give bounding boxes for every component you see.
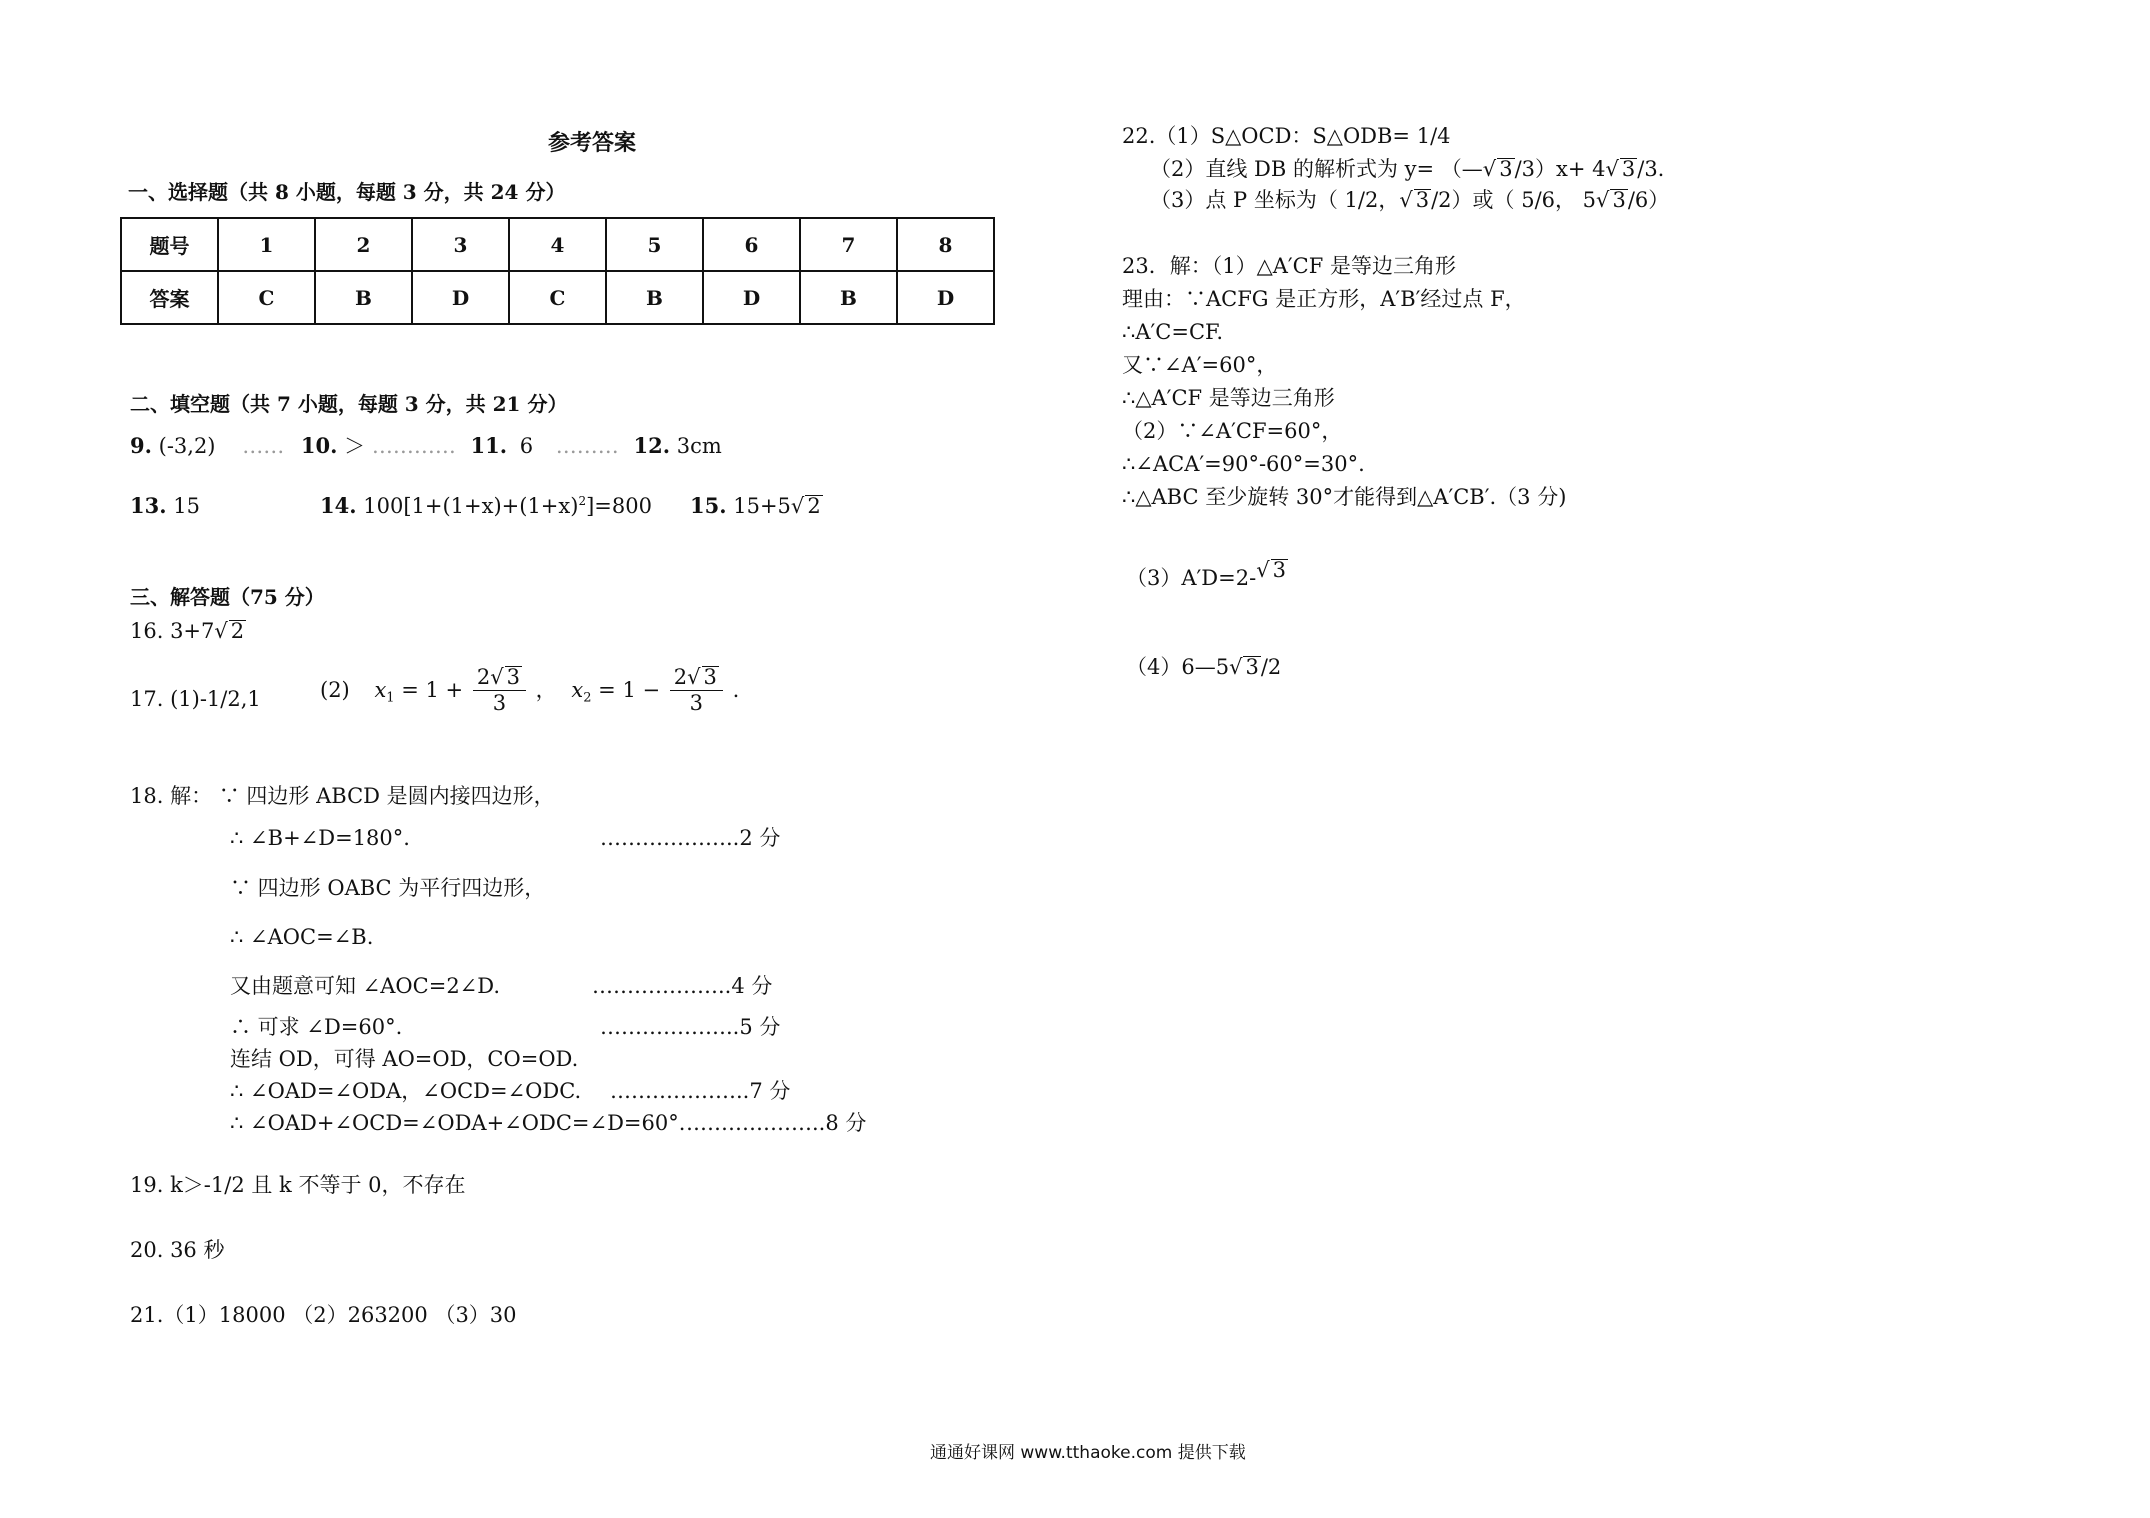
q18-line: ∴ ∠B+∠D=180°.	[230, 826, 410, 850]
q18-score: ………………..4 分	[592, 974, 773, 998]
q22-3-radicand: 3	[1612, 188, 1626, 212]
table-cell: D	[703, 271, 800, 324]
q17-fraction-1: $\frac{2√ 3}{3}$	[473, 665, 526, 716]
answer-22-3: （3）点 P 坐标为（ 1/2，√ 3/2）或（ 5/6， 5√ 3/6）	[1150, 188, 1670, 212]
q23-line: ∴A′C=CF.	[1122, 320, 1224, 344]
q23-line: 理由：∵ACFG 是正方形，A′B′经过点 F，	[1122, 287, 1526, 311]
q15-radicand: 2	[807, 494, 821, 518]
table-cell: 2	[315, 218, 412, 271]
q18-score: ………………..8 分	[686, 1111, 867, 1135]
q22-3-part: （3）点 P 坐标为（ 1/2，	[1150, 188, 1400, 212]
q23-line: 又∵∠A′=60°，	[1122, 353, 1278, 377]
table-cell: 4	[509, 218, 606, 271]
q23-line: 23．解：（1）△A′CF 是等边三角形	[1122, 254, 1456, 278]
q22-2-radicand: 3	[1621, 157, 1636, 181]
q15-number: 15.	[690, 493, 727, 518]
table-cell: 3	[412, 218, 509, 271]
q16-answer: 16. 3+7	[130, 619, 215, 643]
q17-eq1: = 1 +	[401, 678, 464, 703]
q13-answer: 15	[173, 494, 200, 518]
q10-number: 10.	[300, 433, 338, 458]
answer-19: 19. k＞-1/2 且 k 不等于 0，不存在	[130, 1173, 466, 1197]
table-cell: B	[606, 271, 703, 324]
answer-line-9-12	[130, 433, 722, 459]
q17-numerator: 2	[673, 665, 688, 689]
answer-21: 21.（1）18000 （2）263200 （3）30	[130, 1303, 517, 1327]
q11-number: 11.	[470, 433, 508, 458]
answer-table	[120, 217, 995, 325]
answer-23-3: （3）A′D=2-√ 3	[1126, 558, 1286, 590]
footer-credit: 通通好课网 www.tthaoke.com 提供下载	[930, 1443, 1246, 1463]
table-cell: 8	[897, 218, 994, 271]
q23-4-radicand: 3	[1245, 655, 1259, 679]
answer-13	[130, 493, 200, 519]
section-fill-heading: 二、填空题（共 7 小题，每题 3 分，共 21 分）	[130, 392, 568, 416]
table-cell: 6	[703, 218, 800, 271]
q23-line: ∴△ABC 至少旋转 30°才能得到△A′CB′.（3 分)	[1122, 485, 1567, 509]
q18-line: ∴ ∠AOC=∠B.	[230, 925, 374, 949]
answer-16: 16. 3+7√ 2	[130, 619, 245, 643]
q22-2-part: /3.	[1637, 157, 1665, 181]
answer-17-part2	[320, 665, 739, 716]
q23-line: ∴△A′CF 是等边三角形	[1122, 386, 1335, 410]
q22-2-part: /3）x+ 4	[1514, 157, 1606, 181]
answer-22-1: 22.（1）S△OCD：S△ODB= 1/4	[1122, 124, 1451, 148]
leader-dots: ……	[242, 434, 285, 458]
q18-line: ∴ ∠OAD=∠ODA，∠OCD=∠ODC.	[230, 1079, 582, 1103]
table-cell: D	[412, 271, 509, 324]
q17-denominator: 3	[689, 691, 704, 716]
q17-eq2: = 1 −	[598, 678, 661, 703]
q18-line: ∴ 可求 ∠D=60°.	[230, 1015, 403, 1039]
answer-15: 15. 15+5√ 2	[690, 493, 821, 518]
answer-14	[320, 493, 652, 519]
q17-fraction-2: $\frac{2√ 3}{3}$	[670, 665, 723, 716]
q17-numerator: 2	[476, 665, 491, 689]
q17-denominator: 3	[492, 691, 507, 716]
q23-3-part: （3）A′D=2-	[1126, 566, 1257, 590]
q23-4-part: /2	[1260, 655, 1282, 679]
q18-line: 又由题意可知 ∠AOC=2∠D.	[230, 974, 501, 998]
q9-number: 9.	[130, 433, 152, 458]
leader-dots: …………	[371, 434, 456, 458]
q15-answer-part: 15+5	[733, 494, 791, 518]
q17-sub1: 1	[386, 690, 395, 706]
q22-3-part: /6）	[1627, 188, 1670, 212]
table-cell: B	[800, 271, 897, 324]
q18-line: ∵ 四边形 OABC 为平行四边形，	[230, 876, 546, 900]
table-cell: B	[315, 271, 412, 324]
q17-x2: x	[571, 678, 584, 703]
leader-dots: ………	[555, 434, 619, 458]
q23-line: ∴∠ACA′=90°-60°=30°.	[1122, 452, 1365, 476]
q23-line: （2）∵∠A′CF=60°，	[1122, 419, 1343, 443]
q17-end: .	[732, 678, 740, 703]
q18-line: 连结 OD，可得 AO=OD，CO=OD.	[230, 1047, 579, 1071]
row-answer-label: 答案	[121, 271, 218, 324]
q23-3-radicand: 3	[1272, 558, 1286, 582]
q17-part-label: (2)	[320, 678, 350, 703]
q22-2-part: （2）直线 DB 的解析式为 y= （—	[1150, 157, 1483, 181]
table-cell: 7	[800, 218, 897, 271]
table-cell: C	[218, 271, 315, 324]
q9-answer: (-3,2)	[158, 434, 216, 458]
q18-line: 18. 解： ∵ 四边形 ABCD 是圆内接四边形，	[130, 784, 555, 808]
answer-22-2: （2）直线 DB 的解析式为 y= （—√ 3/3）x+ 4√ 3/3.	[1150, 157, 1665, 181]
q11-answer: 6	[519, 434, 534, 458]
q14-answer-part: 100[1+(1+x)+(1+x)	[363, 494, 579, 518]
section-solve-heading: 三、解答题（75 分）	[130, 585, 325, 609]
row-header-label: 题号	[121, 218, 218, 271]
q10-answer: ＞	[344, 434, 366, 458]
q22-3-part: /2）或（ 5/6， 5	[1431, 188, 1597, 212]
q14-exponent: 2	[578, 494, 587, 508]
table-cell: C	[509, 271, 606, 324]
answer-17-part1: 17. (1)-1/2,1	[130, 687, 261, 711]
q18-score: ………………..2 分	[600, 826, 781, 850]
q17-sub2: 2	[583, 690, 592, 706]
q12-number: 12.	[633, 433, 671, 458]
q14-answer-part: ]=800	[586, 494, 652, 518]
q18-line: ∴ ∠OAD+∠OCD=∠ODA+∠ODC=∠D=60°.	[230, 1111, 686, 1135]
q17-separator: ，	[535, 678, 557, 703]
q18-score: ………………..5 分	[600, 1015, 781, 1039]
table-cell: 5	[606, 218, 703, 271]
table-row	[121, 218, 994, 271]
table-cell: D	[897, 271, 994, 324]
answer-20: 20. 36 秒	[130, 1238, 225, 1262]
q12-answer: 3cm	[676, 434, 722, 458]
answer-23-4: （4）6—5√ 3/2	[1126, 655, 1282, 679]
section-choice-heading: 一、选择题（共 8 小题，每题 3 分，共 24 分）	[128, 180, 566, 204]
table-row	[121, 271, 994, 324]
q13-number: 13.	[130, 493, 167, 518]
q14-number: 14.	[320, 493, 357, 518]
q17-x1: x	[374, 678, 387, 703]
q16-radicand: 2	[230, 619, 245, 643]
q17-radicand: 3	[703, 665, 717, 689]
q17-radicand: 3	[506, 665, 520, 689]
table-cell: 1	[218, 218, 315, 271]
page-title: 参考答案	[548, 130, 637, 156]
q22-3-radicand: 3	[1415, 188, 1430, 212]
q23-4-part: （4）6—5	[1126, 655, 1230, 679]
q18-score: ………………..7 分	[610, 1079, 791, 1103]
q22-2-radicand: 3	[1499, 157, 1513, 181]
